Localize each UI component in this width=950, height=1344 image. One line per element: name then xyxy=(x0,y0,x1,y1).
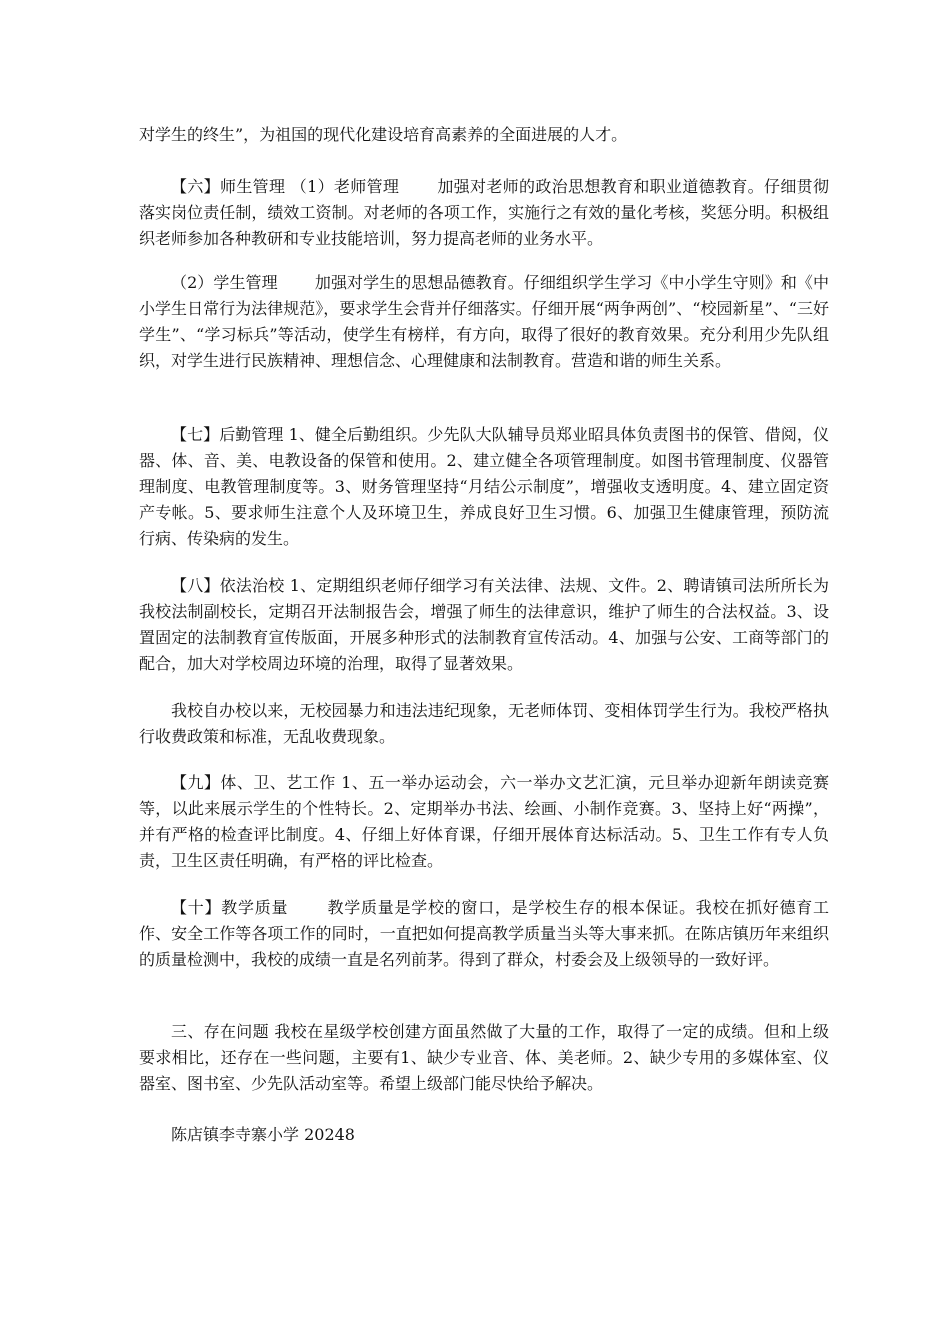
paragraph-teaching-quality: 【十】教学质量 教学质量是学校的窗口，是学校生存的根本保证。我校在抓好德育工作、安全工作等各项工作的同时，一直把如何提高教学质量当头等大事来抓。在陈店镇历年来组织的质量检测中，我校的成绩一直是名列前茅。得到了群众，村委会及上级领导的一致好评。 xyxy=(139,898,829,969)
paragraph-student-management: （2）学生管理 加强对学生的思想品德教育。仔细组织学生学习《中小学生守则》和《中小学生日常行为法律规范》，要求学生会背并仔细落实。仔细开展“两争两创”、“校园新星”、“三好学生”、“学习标兵”等活动，使学生有榜样，有方向，取得了很好的教育效果。充分利用少先队组织，对学生进行民族精神、理想信念、心理健康和法制教育。营造和谐的师生关系。 xyxy=(139,273,829,370)
paragraph-rule-of-law: 【八】依法治校 1、定期组织老师仔细学习有关法律、法规、文件。2、聘请镇司法所所长为我校法制副校长，定期召开法制报告会，增强了师生的法律意识，维护了师生的合法权益。3、设置固定的法制教育宣传版面，开展多种形式的法制教育宣传活动。4、加强与公安、工商等部门的配合，加大对学校周边环境的治理，取得了显著效果。 xyxy=(139,576,829,673)
paragraph-existing-problems: 三、存在问题 我校在星级学校创建方面虽然做了大量的工作，取得了一定的成绩。但和上级要求相比，还存在一些问题，主要有1、缺少专业音、体、美老师。2、缺少专用的多媒体室、仪器室、图书室、少先队活动室等。希望上级部门能尽快给予解决。 xyxy=(139,1022,829,1093)
paragraph-logistics-management: 【七】后勤管理 1、健全后勤组织。少先队大队辅导员郑业昭具体负责图书的保管、借阅，仪器、体、音、美、电教设备的保管和使用。2、建立健全各项管理制度。如图书管理制度、仪器管理制度、电教管理制度等。3、财务管理坚持“月结公示制度”，增强收支透明度。4、建立固定资产专帐。5、要求师生注意个人及环境卫生，养成良好卫生习惯。6、加强卫生健康管理，预防流行病、传染病的发生。 xyxy=(139,425,829,548)
paragraph-sports-health-arts: 【九】体、卫、艺工作 1、五一举办运动会，六一举办文艺汇演，元旦举办迎新年朗读竞赛等，以此来展示学生的个性特长。2、定期举办书法、绘画、小制作竞赛。3、坚持上好“两操”，并有严格的检查评比制度。4、仔细上好体育课，仔细开展体育达标活动。5、卫生工作有专人负责，卫生区责任明确，有严格的评比检查。 xyxy=(139,773,829,870)
paragraph-no-violence: 我校自办校以来，无校园暴力和违法违纪现象，无老师体罚、变相体罚学生行为。我校严格执行收费政策和标准，无乱收费现象。 xyxy=(139,701,829,746)
paragraph-intro-continuation: 对学生的终生”，为祖国的现代化建设培育高素养的全面进展的人才。 xyxy=(139,125,628,144)
signature-line: 陈店镇李寺寨小学 20248 xyxy=(171,1125,355,1144)
paragraph-teacher-management: 【六】师生管理 （1）老师管理 加强对老师的政治思想教育和职业道德教育。仔细贯彻落实岗位责任制，绩效工资制。对老师的各项工作，实施行之有效的量化考核，奖惩分明。积极组织老师参加各种教研和专业技能培训，努力提高老师的业务水平。 xyxy=(139,177,829,248)
